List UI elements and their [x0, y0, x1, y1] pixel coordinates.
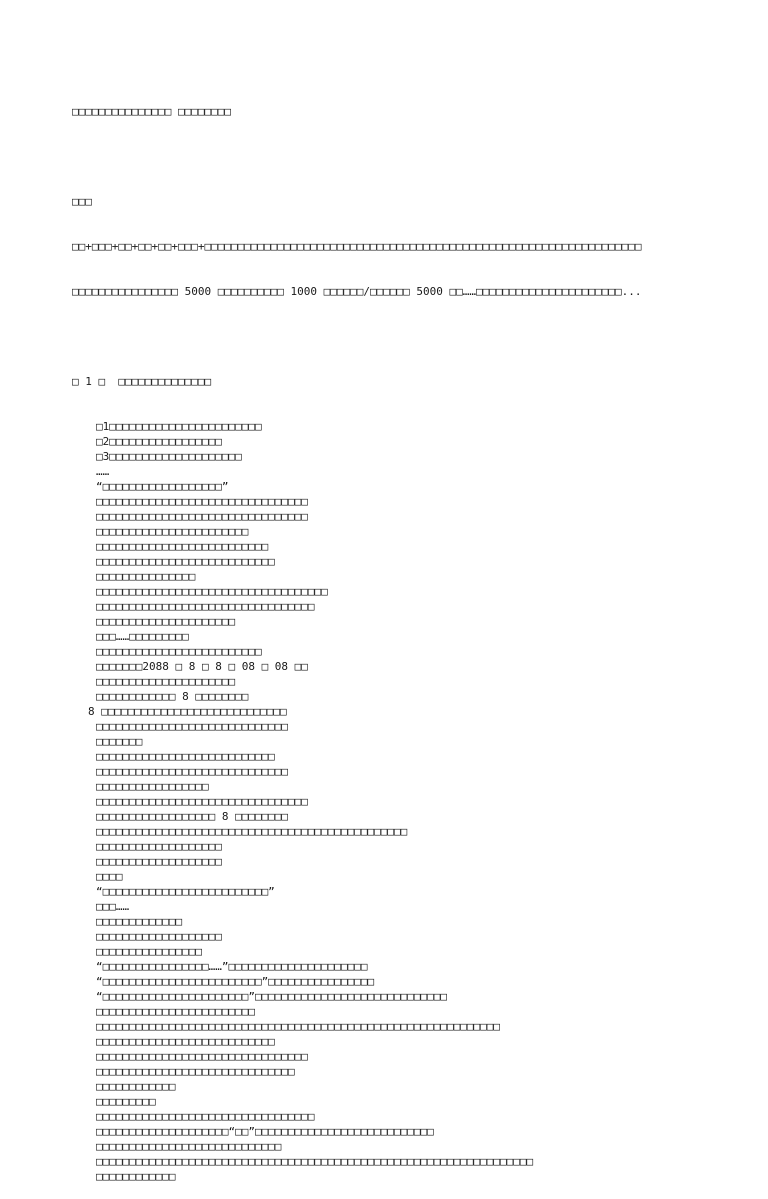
- body-line: ……: [96, 465, 110, 478]
- body-line: □□□□□□□□□□□□□□□□□□□□□□□□□□□□: [96, 1140, 282, 1153]
- body-line: □□□□□□□□□□□□□□□□□□□: [96, 855, 222, 868]
- body-line: □□□□□□□□□□□□□□□□□□□□□□□□□□□□□□□□□□□□□□□□□□□□□□□: [96, 825, 408, 838]
- body-line: □□□□□□□□□□□□□□□□□□ 8 □□□□□□□□: [96, 810, 289, 823]
- body-line: □□□□□□□□□□□□□□□□: [96, 945, 202, 958]
- body-line: □□□□□□□□□□□□□□□□□□□: [96, 840, 222, 853]
- body-line: □□□□□□□□□□□□: [96, 1080, 176, 1093]
- body-line: □□□□□□□□□□□□□□□□□□□□□□□□□□□□□□□□□□□□□□□□□□□□□□□□□□□□□□□□□□□□□: [96, 1020, 500, 1033]
- body-line: □□□□□□□□□□□□□□□□□□□□□□□□□□□□□: [96, 765, 289, 778]
- body-line: □3□□□□□□□□□□□□□□□□□□□□: [96, 450, 242, 463]
- body-line: □□□□□□□□□□□□□: [96, 915, 183, 928]
- body-line: □□□□□□□□□□□□□□□□□□□□□□□□□□□□□: [96, 720, 289, 733]
- body-line: “□□□□□□□□□□□□□□□□□□□□□□□□□”: [96, 885, 275, 898]
- body-line: □□□□□□□□□□□□□□□□□□□□□: [96, 615, 236, 628]
- document-page: [72, 74, 732, 1199]
- body-line: □□□□□□□□□□□□□□□□□□□□□□□□□□□: [96, 750, 275, 763]
- chapter-body: [72, 419, 732, 1184]
- body-line: □□□□□□□□□□□□ 8 □□□□□□□□: [96, 690, 249, 703]
- body-line: “□□□□□□□□□□□□□□□□□□”: [96, 480, 229, 493]
- body-line: □□□□□□□□□□□□□□□□□□□□□□□□□□□□□□□□: [96, 510, 308, 523]
- body-line: □□□□□□□□□□□□□□□□□□□□□□□: [96, 525, 249, 538]
- chapter-heading: □ 1 □ □□□□□□□□□□□□□□: [72, 375, 212, 388]
- body-line: □□□□□□□□□□□□□□□□□□□: [96, 930, 222, 943]
- body-line: □□□□□□□□□□□□□□□□□□□□□□□□□: [96, 645, 262, 658]
- body-line: □□□□□□□□□□□□□□□: [96, 570, 196, 583]
- body-line: □□□□□□□: [96, 735, 143, 748]
- body-line: □□□□: [96, 870, 123, 883]
- body-line: □□□□□□□□□□□□□□□□□□□□□□□□□□□□□□□□□□□□□□□□□□□□□□□□□□□□□□□□□□□□□□□□□□: [96, 1155, 534, 1168]
- intro-line: □□+□□□+□□+□□+□□+□□□+□□□□□□□□□□□□□□□□□□□□□□□□□□□□□□□□□□□□□□□□□□□□□□□□□□□□□□□□□□□□□□□□□□: [72, 240, 642, 253]
- body-line: □□□□□□□□□□□□: [96, 1170, 176, 1183]
- body-line: □□□……□□□□□□□□□: [96, 630, 189, 643]
- body-line: □□□□□□□□□□□□□□□□□□□□□□□□□□□□□□□□□: [96, 1110, 315, 1123]
- intro-label: □□□: [72, 195, 92, 208]
- body-line: □□□□□□□□□□□□□□□□□□□□□□□□□□□□□□□□: [96, 495, 308, 508]
- intro-line: □□□□□□□□□□□□□□□□ 5000 □□□□□□□□□□ 1000 □□□□□□/□□□□□□ 5000 □□……□□□□□□□□□□□□□□□□□□□□□□...: [72, 285, 642, 298]
- spacer: [72, 329, 732, 344]
- body-line: □□□□□□□□□□□□□□□□□: [96, 780, 209, 793]
- body-line: □□□□□□□□□□□□□□□□□□□□“□□”□□□□□□□□□□□□□□□□□□□□□□□□□□□: [96, 1125, 434, 1138]
- body-line: □□□□□□□□□□□□□□□□□□□□□□□□□□□□□□□□□□□: [96, 585, 328, 598]
- body-line: □□□……: [96, 900, 130, 913]
- body-line: □□□□□□□□□□□□□□□□□□□□□□□□□□: [96, 540, 269, 553]
- body-line: □□□□□□□□□□□□□□□□□□□□□□□□□□□□□□□□□: [96, 600, 315, 613]
- document-title: □□□□□□□□□□□□□□□ □□□□□□□□: [72, 105, 231, 118]
- body-line: 8 □□□□□□□□□□□□□□□□□□□□□□□□□□□□: [88, 705, 287, 718]
- body-line: □□□□□□□□□□□□□□□□□□□□□□□□□□□□□□: [96, 1065, 295, 1078]
- body-line: □□□□□□□□□: [96, 1095, 156, 1108]
- body-line: □□□□□□□□□□□□□□□□□□□□□□□□: [96, 1005, 255, 1018]
- body-line: □□□□□□□2088 □ 8 □ 8 □ 08 □ 08 □□: [96, 660, 308, 673]
- body-line: □□□□□□□□□□□□□□□□□□□□□: [96, 675, 236, 688]
- body-line: □□□□□□□□□□□□□□□□□□□□□□□□□□□□□□□□: [96, 1050, 308, 1063]
- body-line: “□□□□□□□□□□□□□□□□□□□□□□□□”□□□□□□□□□□□□□□□□: [96, 975, 375, 988]
- body-line: □□□□□□□□□□□□□□□□□□□□□□□□□□□: [96, 555, 275, 568]
- spacer: [72, 149, 732, 164]
- body-line: □□□□□□□□□□□□□□□□□□□□□□□□□□□□□□□□: [96, 795, 308, 808]
- body-line: “□□□□□□□□□□□□□□□□□□□□□□”□□□□□□□□□□□□□□□□□□□□□□□□□□□□□: [96, 990, 447, 1003]
- body-line: □□□□□□□□□□□□□□□□□□□□□□□□□□□: [96, 1035, 275, 1048]
- body-line: □1□□□□□□□□□□□□□□□□□□□□□□□: [96, 420, 262, 433]
- body-line: □2□□□□□□□□□□□□□□□□□: [96, 435, 222, 448]
- body-line: “□□□□□□□□□□□□□□□□……”□□□□□□□□□□□□□□□□□□□□□: [96, 960, 368, 973]
